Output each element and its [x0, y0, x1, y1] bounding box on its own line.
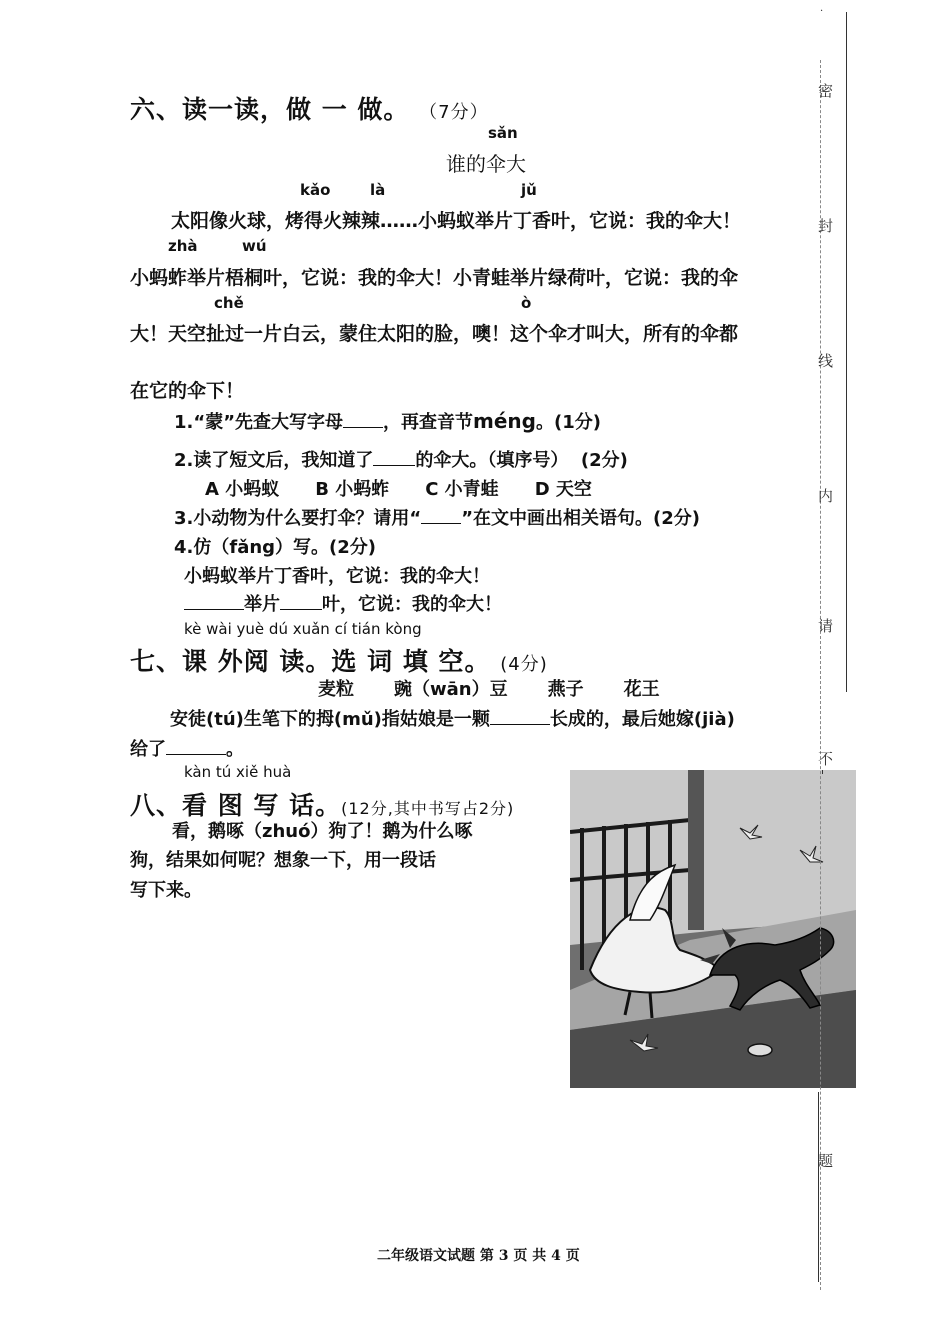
footer-text-c: 页: [565, 1248, 580, 1264]
story-line-3: 大！天空扯过一片白云，蒙住太阳的脸，噢！这个伞才叫大，所有的伞都: [130, 323, 739, 345]
q1-text-b: ，再查音节: [383, 412, 474, 433]
pinyin-kao: kǎo: [300, 181, 331, 199]
section6-title: [130, 90, 489, 126]
s7-text-c: 给了: [130, 739, 166, 760]
footer-page-number: 3: [498, 1248, 509, 1264]
imitate-blank-1[interactable]: [184, 591, 244, 610]
q2-text-b: 的伞大。（填序号）: [415, 450, 569, 471]
imitate-text-a: 举片: [244, 594, 280, 615]
section7-score: (4分): [500, 654, 548, 675]
story-line-2: 小蚂蚱举片梧桐叶，它说：我的伞大！小青蛙举片绿荷叶，它说：我的伞: [130, 267, 739, 289]
pinyin-la: là: [370, 181, 386, 199]
page-footer: [377, 1245, 580, 1265]
story-title-pinyin: sǎn: [488, 124, 518, 142]
imitate-text-b: 叶，它说：我的伞大！: [322, 594, 502, 615]
pinyin-ju: jǔ: [521, 181, 537, 199]
q2-text-a: 2.读了短文后，我知道了: [174, 450, 374, 471]
pinyin-che: chě: [214, 294, 244, 312]
section8-line-3: 写下来。: [130, 880, 202, 901]
q1-blank-letter[interactable]: [343, 409, 383, 428]
binding-char-2: 封: [818, 217, 834, 235]
binding-char-3: 线: [818, 352, 834, 370]
binding-dashed-line: [820, 60, 821, 1290]
q1-text-c: 。(1分): [536, 412, 601, 433]
question-3: [174, 504, 700, 530]
binding-line-bottom: [818, 1092, 819, 1282]
binding-char-7: 题: [818, 1152, 834, 1170]
q3-text-a: 3.小动物为什么要打伞？请用“: [174, 508, 422, 529]
footer-text-b: 页 共: [513, 1248, 547, 1264]
section7-title-text: 七、课 外阅 读。选 词 填 空。: [130, 647, 491, 676]
section8-line-1: 看，鹅啄（zhuó）狗了！鹅为什么啄: [172, 821, 473, 842]
q3-text-b: ”在文中画出相关语句。(2分): [461, 508, 701, 529]
word-4: 花王: [623, 679, 660, 700]
q2-score: (2分): [580, 450, 628, 471]
option-c[interactable]: C 小青蛙: [425, 479, 499, 500]
option-d[interactable]: D 天空: [534, 479, 592, 500]
q1-syllable: méng: [473, 409, 536, 433]
word-bank: [318, 675, 660, 701]
section7-sentence-line-2: [130, 735, 244, 761]
s7-blank-2[interactable]: [166, 736, 226, 755]
q1-text-a: 1.“蒙”先查大写字母: [174, 412, 344, 433]
q2-options: [205, 475, 628, 501]
section8-line-2: 狗，结果如何呢？想象一下，用一段话: [130, 850, 436, 871]
binding-char-1: 密: [818, 82, 834, 100]
binding-char-5: 请: [818, 617, 834, 635]
option-a[interactable]: A 小蚂蚁: [205, 479, 280, 500]
binding-tick: [822, 770, 823, 774]
section8-score: (12分,其中书写占2分): [341, 799, 515, 818]
word-2: 豌（wān）豆: [394, 679, 508, 700]
s7-blank-1[interactable]: [490, 706, 550, 725]
footer-total-pages: 4: [551, 1248, 561, 1264]
section8-title-text: 八、看 图 写 话。: [130, 791, 342, 820]
question-4: 4.仿（fǎng）写。(2分): [174, 537, 377, 558]
story-title: 谁的伞大: [446, 152, 526, 176]
section6-title-text: 六、读一读，做 一 做。: [130, 95, 410, 124]
pinyin-wu: wú: [242, 237, 267, 255]
imitate-example: 小蚂蚁举片丁香叶，它说：我的伞大！: [184, 566, 490, 587]
question-1: [174, 408, 601, 434]
footer-text-a: 二年级语文试题 第: [377, 1248, 494, 1264]
section7-sentence-line-1: [170, 705, 735, 731]
pinyin-zha: zhà: [168, 237, 198, 255]
pinyin-o: ò: [521, 294, 532, 312]
binding-char-6: 不: [818, 750, 834, 768]
story-line-1: 太阳像火球，烤得火辣辣……小蚂蚁举片丁香叶，它说：我的伞大！: [171, 210, 742, 232]
q2-blank[interactable]: [373, 447, 415, 466]
story-line-4: 在它的伞下！: [130, 380, 245, 402]
s7-text-d: 。: [226, 739, 244, 760]
section8-pinyin: kàn tú xiě huà: [184, 763, 292, 781]
binding-dot: ·: [820, 6, 824, 17]
word-3: 燕子: [547, 679, 584, 700]
section6-score: （7分）: [419, 102, 489, 123]
q3-underline-sample: [421, 505, 461, 524]
section7-title: [130, 642, 548, 678]
s7-text-b: 长成的，最后她嫁(jià): [549, 709, 735, 730]
imitate-line: [184, 590, 502, 616]
section7-pinyin: kè wài yuè dú xuǎn cí tián kòng: [184, 620, 422, 638]
s7-text-a: 安徒(tú)生笔下的拇(mǔ)指姑娘是一颗: [170, 709, 490, 730]
option-b[interactable]: B 小蚂蚱: [315, 479, 390, 500]
question-2: [174, 446, 628, 472]
binding-line-top: [846, 12, 847, 692]
goose-pecks-dog-illustration: [570, 770, 856, 1088]
word-1: 麦粒: [318, 679, 354, 700]
imitate-blank-2[interactable]: [280, 591, 322, 610]
binding-char-4: 内: [818, 487, 834, 505]
